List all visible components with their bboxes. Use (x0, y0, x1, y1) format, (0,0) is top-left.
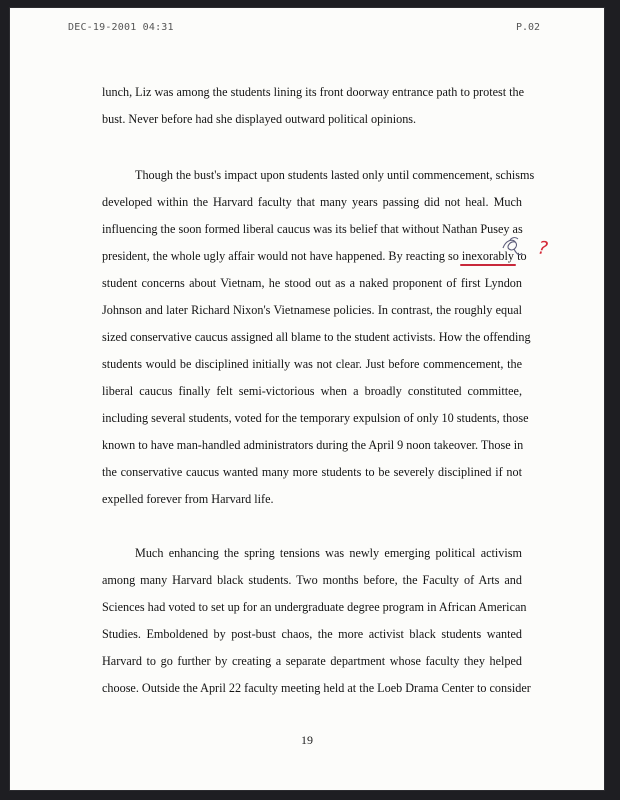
text-line: bust. Never before had she displayed outward political opinions. (102, 112, 417, 126)
text-line: choose. Outside the April 22 faculty meeting held at the Loeb Drama Center to consider (102, 681, 531, 695)
text-line: the conservative caucus wanted many more students to be severely disciplined if not (102, 465, 522, 479)
fax-header (10, 8, 604, 38)
text-fragment: to (517, 249, 527, 263)
text-line: among many Harvard black students. Two months before, the Faculty of Arts and (102, 573, 522, 587)
text-line: Johnson and later Richard Nixon's Vietnamese policies. In contrast, the roughly equal (102, 303, 522, 317)
fax-page-id: P.02 (516, 22, 541, 33)
text-line: sized conservative caucus assigned all blame to the student activists. How the offending (102, 330, 531, 344)
fax-timestamp: DEC-19-2001 04:31 (68, 22, 174, 33)
text-line: Harvard to go further by creating a separate department whose faculty they helped (102, 654, 522, 668)
text-line: students would be disciplined initially was not clear. Just before commencement, the (102, 357, 522, 371)
text-line: Sciences had voted to set up for an undergraduate degree program in African American (102, 600, 527, 614)
text-line: influencing the soon formed liberal caucus was its belief that without Nathan Pusey as (102, 222, 523, 236)
document-page (10, 8, 604, 790)
red-underline-mark (460, 264, 516, 266)
marked-word-text: inexorably (461, 249, 515, 263)
page-number: 19 (301, 733, 313, 747)
text-line: including several students, voted for the temporary expulsion of only 10 students, those (102, 411, 529, 425)
text-line: student concerns about Vietnam, he stood out as a naked proponent of first Lyndon (102, 276, 522, 290)
text-line: expelled forever from Harvard life. (102, 492, 274, 506)
text-line: known to have man-handled administrators during the April 9 noon takeover. Those in (102, 438, 524, 452)
text-fragment: president, the whole ugly affair would not have happened. By reacting so (102, 249, 459, 263)
text-line-annotated (102, 249, 527, 263)
text-line: Studies. Emboldened by post-bust chaos, the more activist black students wanted (102, 627, 522, 641)
margin-question-mark: ? (536, 237, 549, 260)
marked-word (462, 249, 514, 263)
text-line: Though the bust's impact upon students lasted only until commencement, schisms (135, 168, 535, 182)
text-line: lunch, Liz was among the students lining its front doorway entrance path to protest the (102, 85, 525, 99)
text-line: developed within the Harvard faculty that many years passing did not heal. Much (102, 195, 522, 209)
text-line: liberal caucus finally felt semi-victorious when a broadly constituted committee, (102, 384, 522, 398)
text-line: Much enhancing the spring tensions was newly emerging political activism (135, 546, 522, 560)
